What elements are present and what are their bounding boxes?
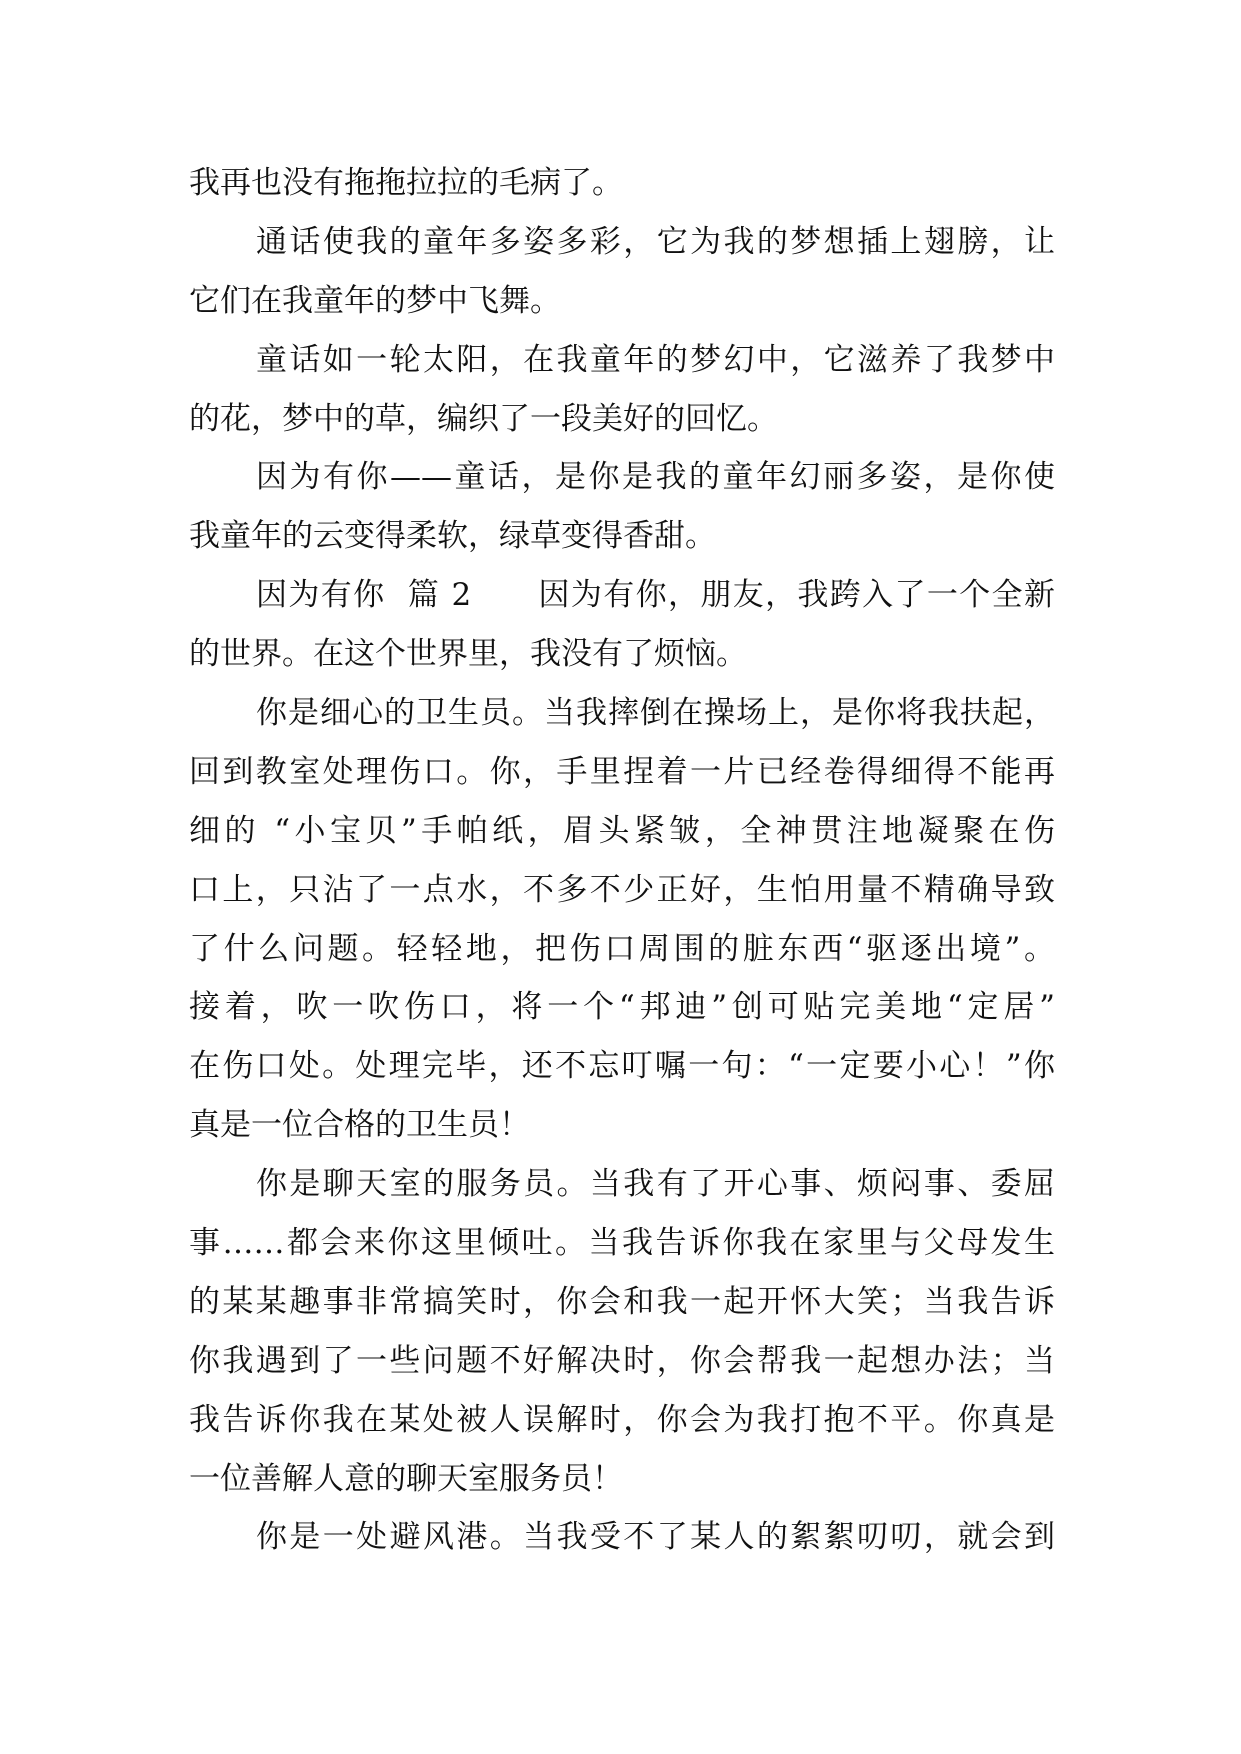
text-line: 你是细心的卫生员。当我摔倒在操场上，是你将我扶起， xyxy=(256,695,1055,732)
paragraph xyxy=(189,331,1055,449)
text-line: 你我遇到了一些问题不好解决时，你会帮我一起想办法；当 xyxy=(189,1342,1055,1379)
text-line: 的世界。在这个世界里，我没有了烦恼。 xyxy=(189,636,747,673)
text-line: 了什么问题。轻轻地，把伤口周围的脏东西“驱逐出境”。 xyxy=(189,930,1055,967)
text-line: 在伤口处。处理完毕，还不忘叮嘱一句：“一定要小心！”你 xyxy=(189,1048,1055,1085)
paragraph xyxy=(189,684,1055,1155)
text-line: 你是聊天室的服务员。当我有了开心事、烦闷事、委屈 xyxy=(256,1166,1055,1203)
text-line: 我童年的云变得柔软，绿草变得香甜。 xyxy=(189,518,716,555)
text-line: 的花，梦中的草，编织了一段美好的回忆。 xyxy=(189,400,778,437)
document-body xyxy=(189,154,1055,1567)
paragraph xyxy=(189,448,1055,566)
text-line: 口上，只沾了一点水，不多不少正好，生怕用量不精确导致 xyxy=(189,871,1055,908)
text-line: 我再也没有拖拖拉拉的毛病了。 xyxy=(189,165,623,201)
text-line: 的某某趣事非常搞笑时，你会和我一起开怀大笑；当我告诉 xyxy=(189,1283,1055,1320)
paragraph xyxy=(189,1155,1055,1508)
text-line: 通话使我的童年多姿多彩，它为我的梦想插上翅膀，让 xyxy=(256,223,1055,260)
paragraph xyxy=(189,566,1055,684)
text-line: 回到教室处理伤口。你，手里捏着一片已经卷得细得不能再 xyxy=(189,753,1055,790)
text-line: 因为有你——童话，是你是我的童年幻丽多姿，是你使 xyxy=(256,459,1055,496)
text-line: 我告诉你我在某处被人误解时，你会为我打抱不平。你真是 xyxy=(189,1401,1055,1438)
text-line: 事……都会来你这里倾吐。当我告诉你我在家里与父母发生 xyxy=(189,1225,1055,1262)
text-line: 接着，吹一吹伤口，将一个“邦迪”创可贴完美地“定居” xyxy=(189,989,1055,1026)
text-line: 细的 “小宝贝”手帕纸，眉头紧皱，全神贯注地凝聚在伤 xyxy=(189,812,1055,849)
paragraph xyxy=(189,213,1055,331)
text-line: 真是一位合格的卫生员！ xyxy=(189,1107,530,1144)
text-line: 你是一处避风港。当我受不了某人的絮絮叨叨，就会到 xyxy=(256,1519,1055,1556)
text-line: 因为有你 篇 2 因为有你，朋友，我跨入了一个全新 xyxy=(256,577,1055,614)
text-line: 童话如一轮太阳，在我童年的梦幻中，它滋养了我梦中 xyxy=(256,341,1055,378)
text-line: 一位善解人意的聊天室服务员！ xyxy=(189,1460,623,1497)
paragraph xyxy=(189,154,1055,213)
paragraph xyxy=(189,1508,1055,1567)
text-line: 它们在我童年的梦中飞舞。 xyxy=(189,282,561,319)
